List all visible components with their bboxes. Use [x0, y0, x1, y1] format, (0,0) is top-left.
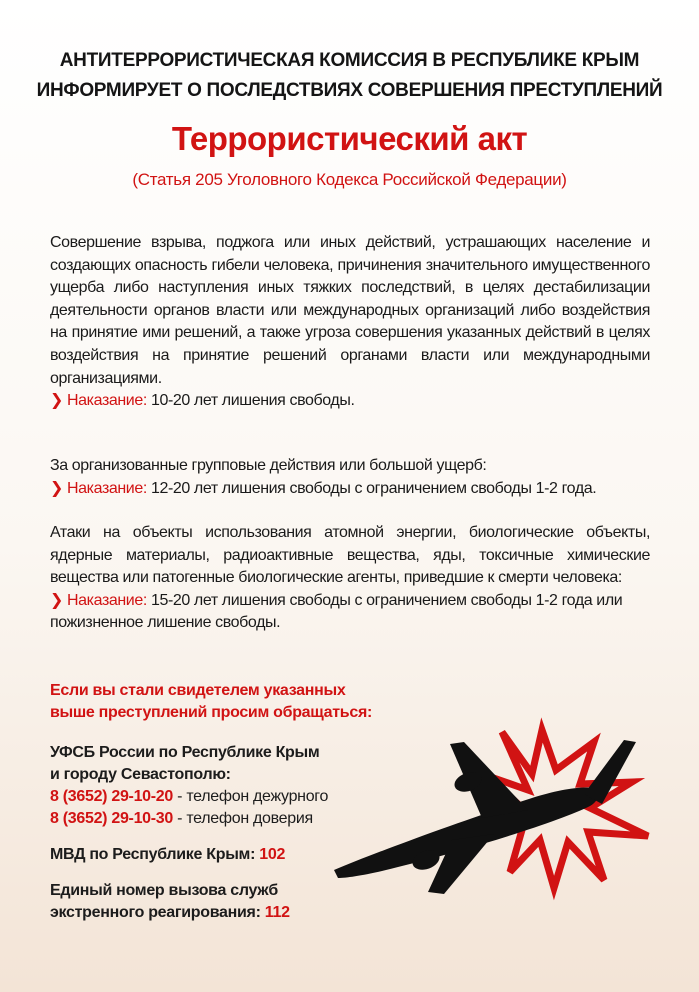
fsb-contacts — [50, 742, 328, 830]
section-3 — [50, 522, 650, 635]
contacts-block — [50, 742, 328, 924]
penalty-text: 15-20 лет лишения свободы с ограничением свободы 1-2 года или пожизненное лишение свободы. — [50, 591, 623, 632]
header-line-1: АНТИТЕРРОРИСТИЧЕСКАЯ КОМИССИЯ В РЕСПУБЛИКЕ КРЫМ — [59, 50, 640, 71]
article-subtitle: (Статья 205 Уголовного Кодекса Российской Федерации) — [132, 170, 567, 189]
section-2 — [50, 455, 650, 500]
section-1-penalty — [50, 390, 650, 413]
phone-duty — [50, 786, 328, 808]
mvd-label: МВД по Республике Крым: — [50, 846, 260, 863]
section-2-text: За организованные групповые действия или большой ущерб: — [50, 457, 487, 474]
section-2-penalty — [50, 478, 650, 501]
emergency-label: экстренного реагирования: — [50, 904, 265, 921]
phone-trust-desc: - телефон доверия — [173, 810, 313, 827]
mvd-contact — [50, 844, 328, 866]
commission-header — [0, 46, 699, 106]
exploding-airplane-icon — [332, 712, 672, 902]
emergency-line-1: Единый номер вызова служб — [50, 882, 278, 899]
penalty-label: Наказание: — [67, 392, 147, 410]
chevron-right-icon: ❯ — [50, 479, 64, 497]
section-3-text: Атаки на объекты использования атомной энергии, биологические объекты, ядерные материалы, радиоактивные вещества, яды, токсичные химические вещества или патогенные биологические агенты, приведшие к смерти человека: — [50, 524, 650, 587]
chevron-right-icon: ❯ — [50, 591, 64, 609]
penalty-label: Наказание: — [67, 479, 147, 497]
chevron-right-icon: ❯ — [50, 392, 64, 410]
penalty-text: 12-20 лет лишения свободы с ограничением свободы 1-2 года. — [150, 479, 597, 497]
witness-line-2: выше преступлений просим обращаться: — [50, 704, 373, 721]
fsb-name-line-1: УФСБ России по Республике Крым — [50, 744, 320, 761]
section-1 — [50, 232, 650, 413]
witness-line-1: Если вы стали свидетелем указанных — [50, 682, 346, 699]
penalty-text: 10-20 лет лишения свободы. — [150, 392, 355, 410]
page-title: Террористический акт — [171, 120, 528, 157]
mvd-number[interactable]: 102 — [259, 846, 286, 863]
penalty-label: Наказание: — [67, 591, 147, 609]
phone-duty-desc: - телефон дежурного — [173, 788, 329, 805]
section-1-text: Совершение взрыва, поджога или иных действий, устрашающих население и создающих опасность гибели человека, причинения значительного имущественного ущерба либо наступления иных тяжких последствий, в целях дестабилизации деятельности органов власти или международных организаций либо воздействия на принятие ими решений, а также угроза совершения указанных действий в целях воздействия на принятие решений органами власти или международными организациями. — [50, 234, 650, 387]
header-line-2: ИНФОРМИРУЕТ О ПОСЛЕДСТВИЯХ СОВЕРШЕНИЯ ПРЕСТУПЛЕНИЙ — [36, 80, 663, 101]
section-3-penalty — [50, 590, 650, 635]
phone-trust — [50, 808, 328, 830]
witness-notice — [50, 680, 372, 724]
emergency-contact — [50, 880, 328, 924]
phone-duty-number[interactable]: 8 (3652) 29-10-20 — [50, 788, 173, 805]
phone-trust-number[interactable]: 8 (3652) 29-10-30 — [50, 810, 173, 827]
emergency-number[interactable]: 112 — [264, 904, 290, 921]
fsb-name-line-2: и городу Севастополю: — [50, 766, 231, 783]
